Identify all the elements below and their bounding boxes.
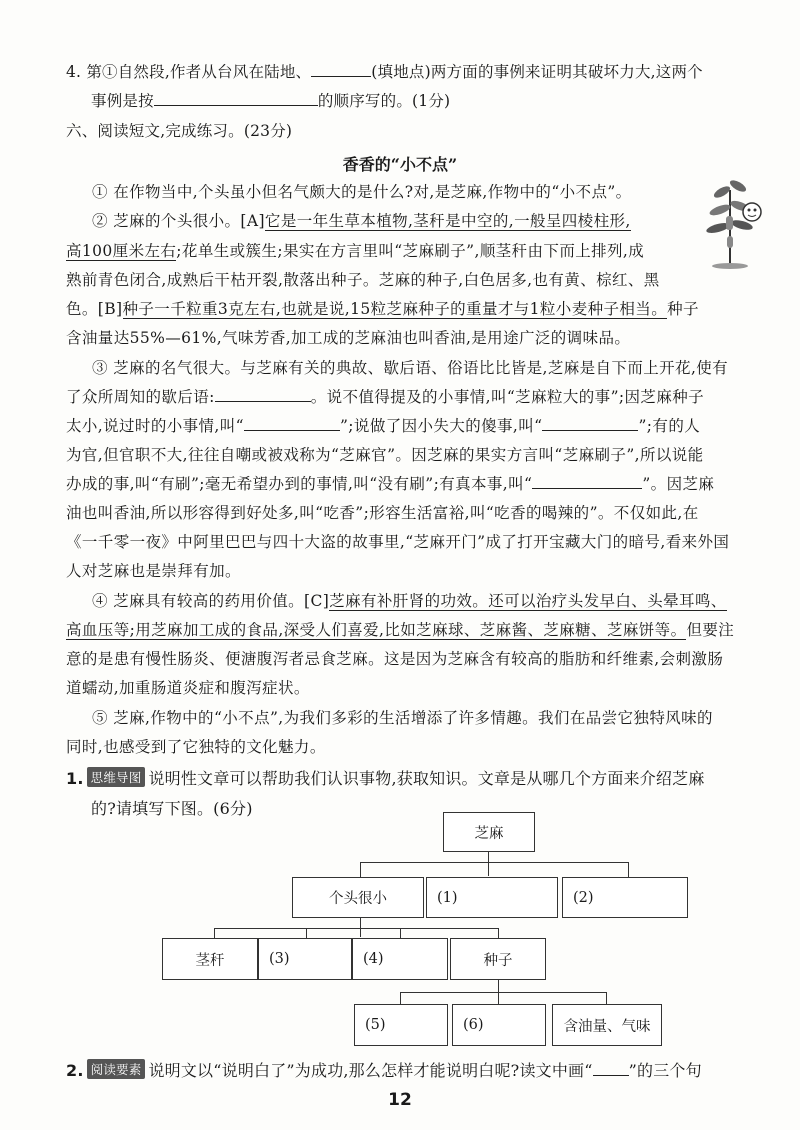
underline-sample (593, 1061, 629, 1076)
paragraph-5-line1: ⑤ 芝麻,作物中的“小不点”,为我们多彩的生活增添了许多情趣。我们在品尝它独特风味的 (92, 709, 713, 727)
question-2: 2. 阅读要素 说明文以“说明白了”为成功,那么怎样才能说明白呢?读文中画“ ”的三个句 (66, 1061, 702, 1080)
node-blank-1[interactable]: (1) (426, 877, 558, 918)
node-blank-3[interactable]: (3) (258, 938, 352, 980)
underlined-sentence-b: 种子一千粒重3克左右,也就是说,15粒芝麻种子的重量才与1粒小麦种子相当。 (122, 300, 668, 318)
article-title: 香香的“小不点” (342, 155, 458, 174)
paragraph-3-line1: ③ 芝麻的名气很大。与芝麻有关的典故、歇后语、俗语比比皆是,芝麻是自下而上开花,使有 (92, 359, 729, 377)
reading-elements-tag: 阅读要素 (87, 1059, 146, 1079)
node-blank-6[interactable]: (6) (452, 1004, 546, 1046)
q4-line2: 事例是按 的顺序写的。(1分) (91, 92, 451, 110)
underlined-sentence-c: 芝麻有补肝肾的功效。还可以治疗头发早白、头晕耳鸣、 (329, 592, 727, 610)
paragraph-2-line3: 熟前青色闭合,成熟后干枯开裂,散落出种子。芝麻的种子,白色居多,也有黄、棕红、黑 (66, 271, 660, 289)
underlined-sentence-a: 它是一年生草本植物,茎秆是中空的,一般呈四棱柱形, (264, 212, 631, 230)
paragraph-2-line4: 色。[B]种子一千粒重3克左右,也就是说,15粒芝麻种子的重量才与1粒小麦种子相当。种子 (66, 300, 699, 318)
node-stem: 茎秆 (162, 938, 258, 980)
paragraph-2-line5: 含油量达55%—61%,气味芳香,加工成的芝麻油也叫香油,是用途广泛的调味品。 (66, 329, 631, 347)
blank-real-skill[interactable] (532, 474, 642, 489)
paragraph-3-line3: 太小,说过时的小事情,叫“ ”;说做了因小失大的傻事,叫“ ”;有的人 (66, 417, 701, 435)
node-oil-smell: 含油量、气味 (552, 1004, 662, 1046)
node-blank-2[interactable]: (2) (562, 877, 688, 918)
underlined-sentence-a-end: 高100厘米左右 (66, 242, 177, 260)
paragraph-2-line2: 高100厘米左右;花单生或簇生;果实在方言里叫“芝麻刷子”,顺茎秆由下而上排列,成 (66, 242, 645, 260)
q4-line1: 4. 第①自然段,作者从台风在陆地、 (填地点)两方面的事例来证明其破坏力大,这两个 (66, 63, 703, 81)
paragraph-4-line2: 高血压等;用芝麻加工成的食品,深受人们喜爱,比如芝麻球、芝麻酱、芝麻糖、芝麻饼等。但要注 (66, 621, 735, 639)
paragraph-4-line3: 意的是患有慢性肠炎、便溏腹泻者忌食芝麻。这是因为芝麻含有较高的脂肪和纤维素,会刺激肠 (66, 650, 724, 668)
paragraph-2-line1: ② 芝麻的个头很小。[A]它是一年生草本植物,茎秆是中空的,一般呈四棱柱形, (92, 212, 631, 230)
paragraph-3-line8: 人对芝麻也是崇拜有加。 (66, 562, 241, 580)
blank-foolish-act[interactable] (542, 416, 638, 431)
node-root: 芝麻 (443, 812, 535, 852)
page-number: 12 (388, 1090, 412, 1110)
paragraph-1: ① 在作物当中,个头虽小但名气颇大的是什么?对,是芝麻,作物中的“小不点”。 (92, 183, 632, 201)
question-1-line2: 的?请填写下图。(6分) (91, 799, 253, 818)
paragraph-4-line4: 道蠕动,加重肠道炎症和腹泻症状。 (66, 679, 310, 697)
paragraph-4-line1: ④ 芝麻具有较高的药用价值。[C]芝麻有补肝肾的功效。还可以治疗头发早白、头晕耳鸣、 (92, 592, 727, 610)
paragraph-3-line4: 为官,但官职不大,往往自嘲或被戏称为“芝麻官”。因芝麻的果实方言叫“芝麻刷子”,所以说能 (66, 446, 704, 464)
node-seed: 种子 (450, 938, 546, 980)
q4-blank-place[interactable] (311, 62, 371, 77)
question-1-line1: 1. 思维导图 说明性文章可以帮助我们认识事物,获取知识。文章是从哪几个方面来介绍芝麻 (66, 769, 705, 788)
q4-blank-order[interactable] (154, 91, 318, 106)
mindmap-tag: 思维导图 (87, 767, 146, 787)
paragraph-3-line5: 办成的事,叫“有刷”;毫无希望办到的事情,叫“没有刷”;有真本事,叫“ ”。因芝麻 (66, 475, 715, 493)
paragraph-3-line7: 《一千零一夜》中阿里巴巴与四十大盗的故事里,“芝麻开门”成了打开宝藏大门的暗号,看来外国 (66, 533, 730, 551)
sesame-plant-illustration (700, 170, 762, 270)
paragraph-5-line2: 同时,也感受到了它独特的文化魅力。 (66, 738, 326, 756)
node-blank-5[interactable]: (5) (354, 1004, 448, 1046)
paragraph-3-line6: 油也叫香油,所以形容得到好处多,叫“吃香”;形容生活富裕,叫“吃香的喝辣的”。不仅如此,在 (66, 504, 699, 522)
node-size: 个头很小 (292, 877, 424, 918)
paragraph-3-line2: 了众所周知的歇后语: 。说不值得提及的小事情,叫“芝麻粒大的事”;因芝麻种子 (66, 388, 705, 406)
section-heading: 六、阅读短文,完成练习。(23分) (66, 122, 293, 140)
blank-old-matter[interactable] (244, 416, 340, 431)
blank-xiehouyu[interactable] (215, 387, 311, 402)
node-blank-4[interactable]: (4) (352, 938, 448, 980)
underlined-sentence-c-end: 高血压等;用芝麻加工成的食品,深受人们喜爱,比如芝麻球、芝麻酱、芝麻糖、芝麻饼等。 (66, 621, 687, 639)
